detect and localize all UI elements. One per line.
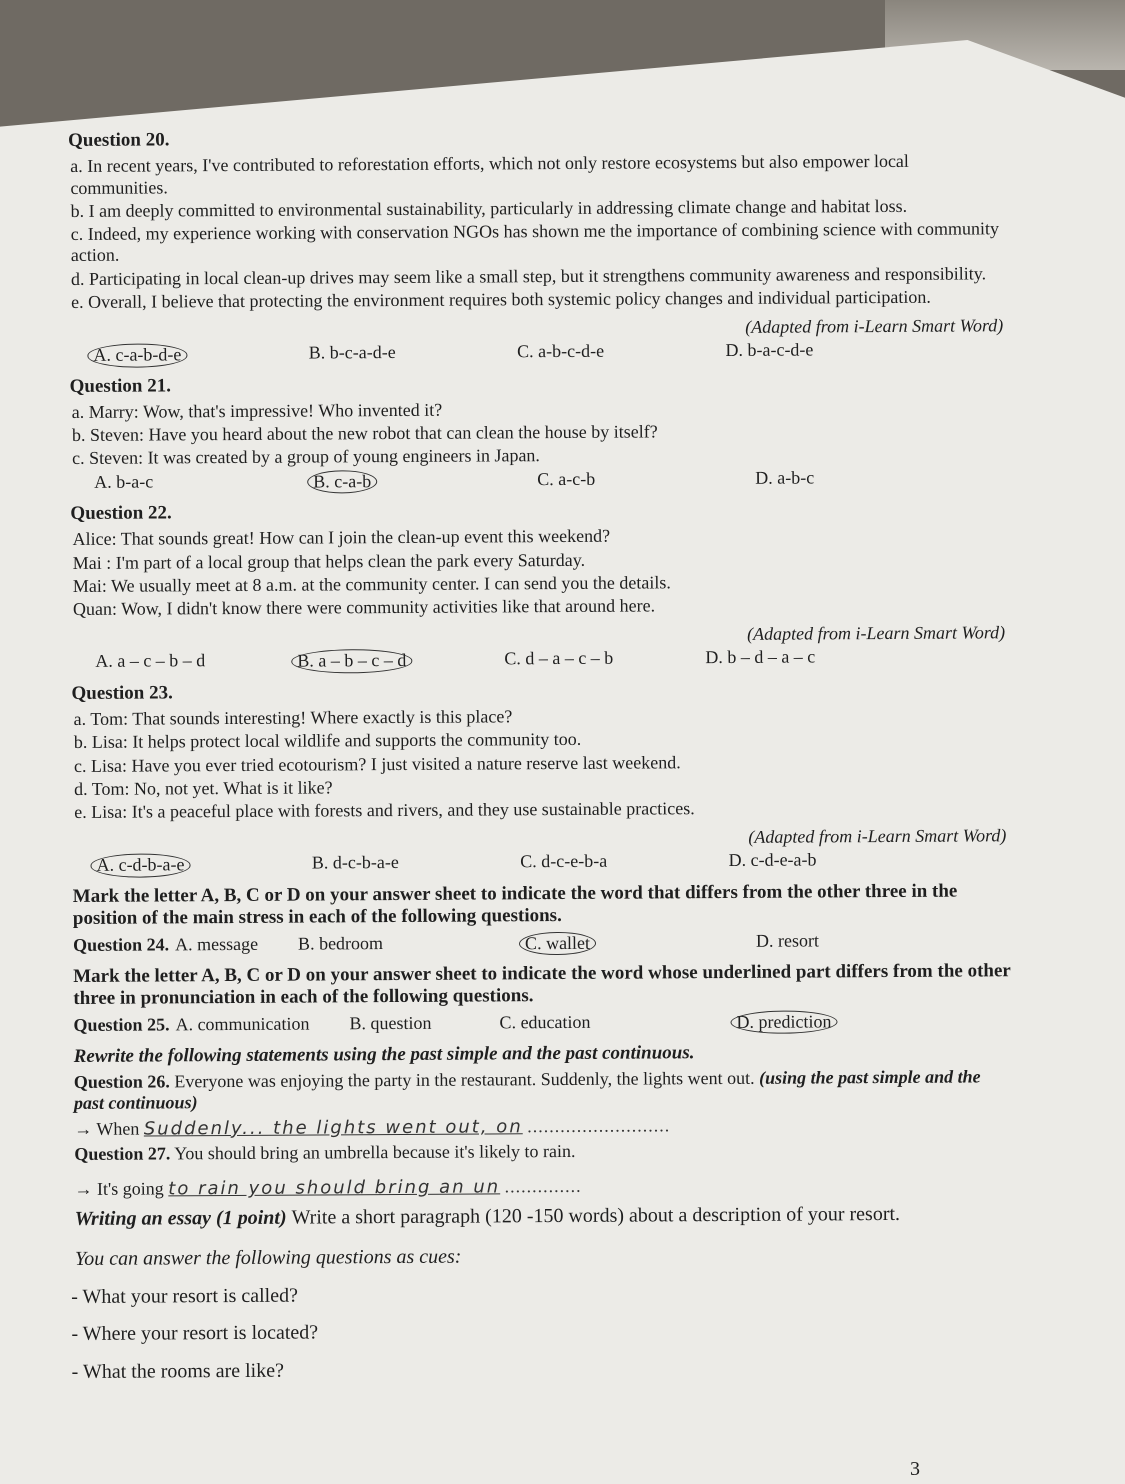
q23-option-c[interactable]: C. d-c-e-b-a [520,851,608,872]
essay-title: Writing an essay (1 point) [74,1207,287,1231]
essay-cue-3: - What the rooms are like? [71,1359,285,1383]
exam-content [68,116,1016,1384]
q22-option-d[interactable]: D. b – d – a – c [705,646,816,668]
q20-item-d: d. Participating in local clean-up drives may seem like a small step, but it strengthens community awareness and responsibility. [70,262,987,289]
question-27 [74,1138,1014,1165]
q26-dots: .......................... [527,1115,671,1136]
q21-item-a: a. Marry: Wow, that's impressive! Who invented it? [71,399,443,422]
q20-option-a[interactable]: A. c-a-b-d-e [87,344,187,368]
q24-option-b[interactable]: B. bedroom [297,932,384,954]
q23-option-d[interactable]: D. c-d-e-a-b [728,849,817,871]
q26-handwritten-answer[interactable]: Suddenly... the lights went out, on [143,1115,523,1140]
q27-dots: .............. [504,1176,582,1197]
q20-option-c[interactable]: C. a-b-c-d-e [517,341,605,362]
q23-item-c: c. Lisa: Have you ever tried ecotourism? I just visited a nature reserve last weekend. [73,751,681,776]
q22-option-a[interactable]: A. a – c – b – d [95,650,206,672]
q22-option-b[interactable]: B. a – b – c – d [291,649,412,673]
q24-option-a[interactable]: A. message [174,933,259,954]
q22-line-1: Alice: That sounds great! How can I join the clean-up event this weekend? [72,525,611,550]
q20-option-b[interactable]: B. b-c-a-d-e [308,342,396,363]
q22-option-c[interactable]: C. d – a – c – b [504,648,614,669]
q24-option-d[interactable]: D. resort [755,929,820,951]
essay-section [75,1203,1015,1232]
q23-item-d: d. Tom: No, not yet. What is it like? [74,777,333,799]
q21-item-b: b. Steven: Have you heard about the new robot that can clean the house by itself? [71,421,658,446]
q21-option-a[interactable]: A. b-a-c [94,471,154,492]
pronunciation-instructions: Mark the letter A, B, C or D on your answer sheet to indicate the word whose underlined part differs from the other three in pronunciation in each of the following questions. [73,960,1011,1010]
question-25 [73,1009,1013,1038]
q20-item-a: a. In recent years, I've contributed to reforestation efforts, which not only restore ecosystems but also empower local communities. [70,151,909,198]
question-26-title: Question 26. [73,1071,170,1093]
q21-option-b[interactable]: B. c-a-b [307,470,377,494]
q20-options [93,340,813,368]
q20-option-d[interactable]: D. b-a-c-d-e [725,339,814,361]
q25-option-c[interactable]: C. education [499,1011,591,1032]
q26-note: (using the past simple and the past continuous) [73,1066,981,1114]
question-21-title: Question 21. [69,374,172,397]
q24-option-c[interactable]: C. wallet [519,931,596,955]
q21-item-c: c. Steven: It was created by a group of young engineers in Japan. [71,445,540,469]
q23-option-b[interactable]: B. d-c-b-a-e [311,852,399,874]
q21-option-d[interactable]: D. a-b-c [755,467,815,488]
question-27-title: Question 27. [74,1143,171,1164]
question-22-title: Question 22. [70,502,172,524]
q25-option-d[interactable]: D. prediction [730,1010,837,1034]
q27-prompt: → It's going [74,1178,164,1200]
page-number: 3 [910,1458,920,1480]
essay-cues-intro: You can answer the following questions as cues: [74,1245,462,1270]
q20-item-b: b. I am deeply committed to environmental sustainability, particularly in addressing climate change and habitat loss. [70,195,908,221]
q25-option-a[interactable]: A. communication [175,1013,310,1034]
q20-source: (Adapted from i-Learn Smart Word) [745,315,1004,337]
question-23-title: Question 23. [71,682,173,704]
q23-options [96,850,816,878]
question-20-title: Question 20. [68,129,170,151]
q27-handwritten-answer[interactable]: to rain you should bring an un [168,1176,501,1200]
stress-instructions: Mark the letter A, B, C or D on your answer sheet to indicate the word that differs from the other three in the position of the main stress in each of the following questions. [72,880,958,930]
essay-cue-1: - What your resort is called? [71,1284,299,1308]
q22-line-2: Mai : I'm part of a local group that helps clean the park every Saturday. [72,549,586,573]
question-24 [73,929,1013,958]
q23-source: (Adapted from i-Learn Smart Word) [748,825,1007,848]
q20-item-c: c. Indeed, my experience working with conservation NGOs has shown me the importance of combining science with community action. [70,218,999,266]
q21-option-c[interactable]: C. a-c-b [537,468,596,489]
q23-item-a: a. Tom: That sounds interesting! Where exactly is this place? [73,706,513,730]
essay-text: Write a short paragraph (120 -150 words) about a description of your resort. [291,1203,901,1230]
q23-item-b: b. Lisa: It helps protect local wildlife and supports the community too. [73,729,582,753]
question-25-title: Question 25. [73,1013,170,1035]
q27-text: You should bring an umbrella because it's likely to rain. [174,1140,576,1164]
essay-cue-2: - Where your resort is located? [71,1321,319,1346]
q20-item-e: e. Overall, I believe that protecting the environment requires both systemic policy changes and individual participation. [71,286,931,312]
q26-answer-line [74,1113,1014,1140]
q27-answer-line [74,1173,1014,1200]
q25-option-b[interactable]: B. question [349,1012,432,1033]
q22-options [95,647,815,675]
q23-option-a[interactable]: A. c-d-b-a-e [90,854,190,878]
question-24-title: Question 24. [72,933,170,955]
q22-line-3: Mai: We usually meet at 8 a.m. at the community center. I can send you the details. [72,572,671,596]
rewrite-instructions: Rewrite the following statements using the past simple and the past continuous. [73,1042,695,1067]
q26-prompt: → When [74,1118,140,1139]
q21-options [94,467,814,495]
q22-line-4: Quan: Wow, I didn't know there were community activities like that around here. [72,595,656,619]
q22-source: (Adapted from i-Learn Smart Word) [747,622,1006,645]
q23-item-e: e. Lisa: It's a peaceful place with forests and rivers, and they use sustainable practices. [74,798,695,822]
question-26 [74,1066,1014,1114]
q26-text: Everyone was enjoying the party in the restaurant. Suddenly, the lights went out. [174,1068,755,1092]
